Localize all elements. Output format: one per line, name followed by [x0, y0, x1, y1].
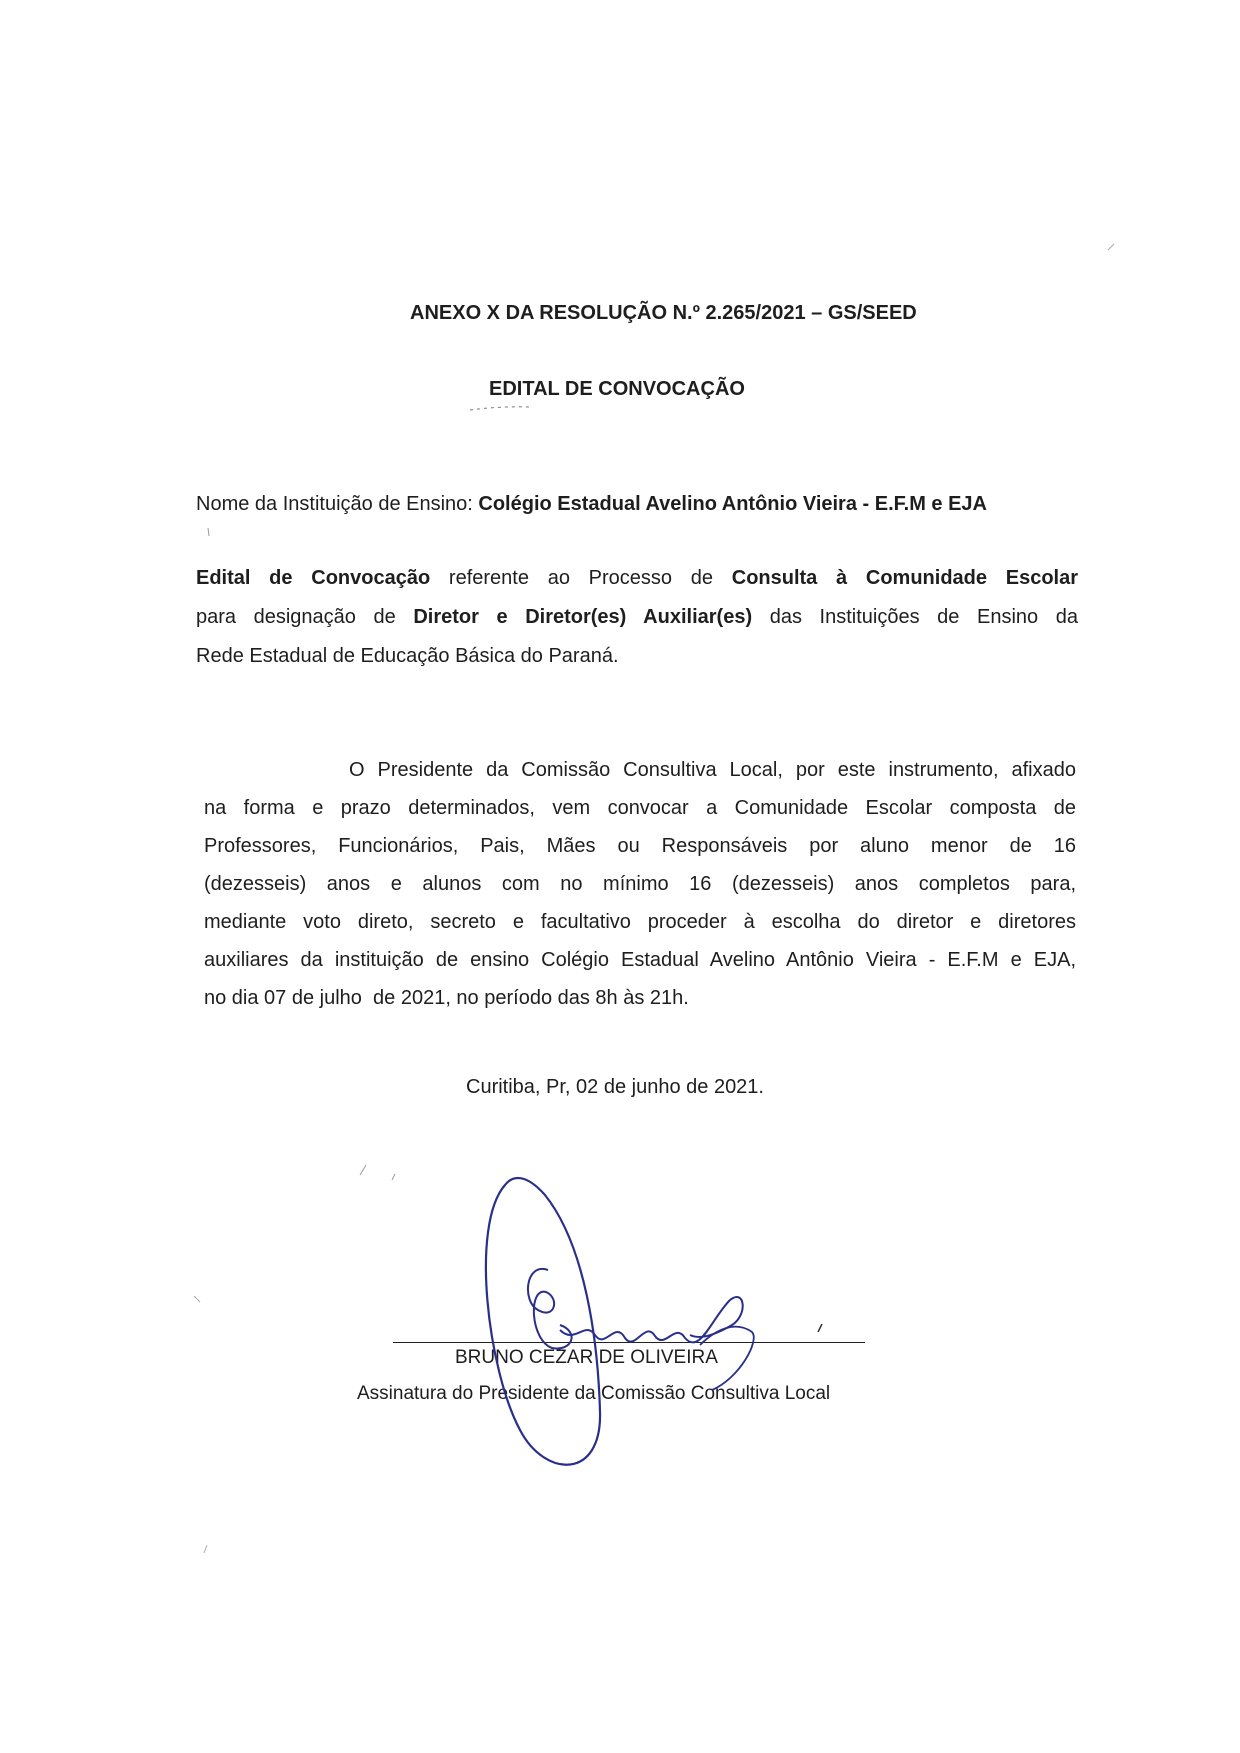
intro-text-2: para designação de — [196, 606, 414, 628]
body-line-3: Professores, Funcionários, Pais, Mães ou Responsáveis por aluno menor de 16 — [204, 835, 1076, 857]
body-line-1: O Presidente da Comissão Consultiva Local, por este instrumento, afixado — [349, 759, 1076, 781]
intro-text-3: das Instituições de Ensino da — [752, 606, 1078, 628]
signatory-name: BRUNO CEZAR DE OLIVEIRA — [455, 1347, 718, 1368]
intro-bold-consulta: Consulta à Comunidade Escolar — [731, 567, 1078, 589]
intro-bold-diretor: Diretor e Diretor(es) Auxiliar(es) — [413, 606, 753, 628]
intro-line-3: Rede Estadual de Educação Básica do Paraná. — [196, 645, 619, 667]
body-line-4: (dezesseis) anos e alunos com no mínimo 16 (dezesseis) anos completos para, — [204, 873, 1076, 895]
body-line-7: no dia 07 de julho de 2021, no período das 8h às 21h. — [204, 987, 689, 1009]
institution-label: Nome da Instituição de Ensino: — [196, 493, 473, 515]
body-line-2: na forma e prazo determinados, vem convocar a Comunidade Escolar composta de — [204, 797, 1076, 819]
edital-title: EDITAL DE CONVOCAÇÃO — [489, 378, 745, 400]
intro-bold-edital: Edital de Convocação — [196, 567, 431, 589]
signature-caption: Assinatura do Presidente da Comissão Consultiva Local — [357, 1383, 831, 1404]
body-line-6: auxiliares da instituição de ensino Colégio Estadual Avelino Antônio Vieira - E.F.M e EJA, — [204, 949, 1076, 971]
annex-title: ANEXO X DA RESOLUÇÃO N.º 2.265/2021 – GS/SEED — [410, 302, 917, 324]
body-line-5: mediante voto direto, secreto e facultativo proceder à escolha do diretor e diretores — [204, 911, 1076, 933]
intro-text-1: referente ao Processo de — [430, 567, 732, 589]
date-line: Curitiba, Pr, 02 de junho de 2021. — [466, 1076, 764, 1098]
institution-name: Colégio Estadual Avelino Antônio Vieira - E.F.M e EJA — [478, 493, 987, 515]
